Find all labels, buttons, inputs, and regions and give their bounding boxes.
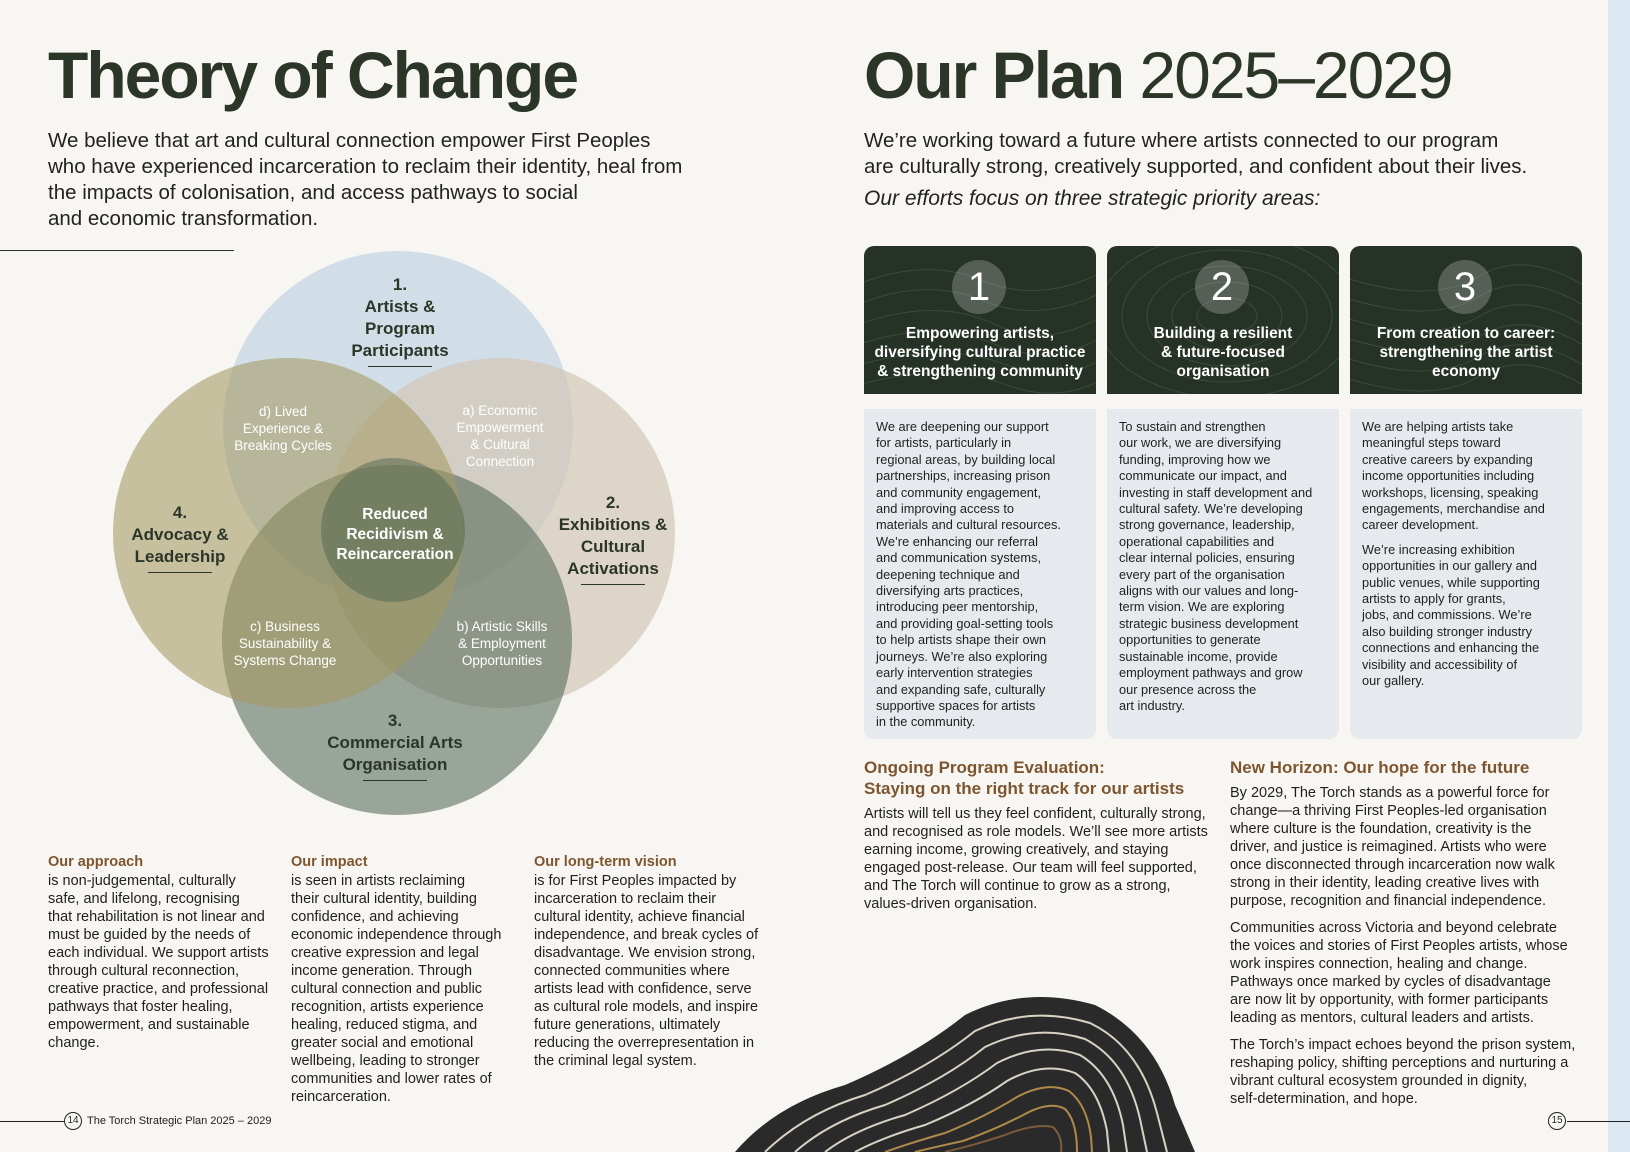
horizon-line: vibrant cultural ecosystem grounded in dignity, (1230, 1073, 1528, 1089)
venn-text: Activations (567, 559, 659, 578)
card-paragraph (1107, 419, 1339, 714)
column-impact (291, 854, 521, 1106)
title-line: & future-focused (1161, 344, 1285, 361)
priority-card-1-header (864, 246, 1096, 394)
column-line: disadvantage. We envision strong, (534, 945, 756, 961)
card-line: operational capabilities and (1119, 533, 1275, 549)
priority-number: 2 (1195, 260, 1249, 314)
venn-text: Participants (351, 341, 449, 360)
card-line: and improving access to (876, 501, 1014, 517)
card-line: supportive spaces for artists (876, 697, 1036, 713)
card-line: for artists, particularly in (876, 435, 1012, 451)
horizon-heading: New Horizon: Our hope for the future (1230, 758, 1530, 777)
column-heading: Our long-term vision (534, 854, 677, 870)
title-line: economy (1431, 363, 1501, 380)
card-line: creative careers by expanding (1362, 451, 1533, 467)
priority-title (1111, 324, 1335, 381)
card-line: employment pathways and grow (1119, 665, 1303, 681)
intro-left (48, 128, 748, 232)
card-line: introducing peer mentorship, (876, 599, 1039, 615)
card-line: materials and cultural resources. (876, 517, 1061, 533)
venn-underline (148, 572, 212, 573)
card-line: funding, improving how we (1119, 451, 1271, 467)
page-edge-bar (1608, 0, 1630, 1152)
card-line: term vision. We are exploring (1119, 599, 1285, 615)
venn-text: Exhibitions & (558, 515, 668, 534)
overlap-text: b) Artistic Skills (456, 619, 548, 634)
card-line: engagements, merchandise and (1362, 501, 1545, 517)
card-paragraph (1350, 542, 1582, 690)
horizon-paragraph (1230, 1036, 1590, 1108)
card-line: visibility and accessibility of (1362, 656, 1518, 672)
evaluation-line: and recognised as role models. We’ll see more artists (864, 824, 1208, 840)
card-line: career development. (1362, 517, 1479, 533)
overlap-text: Empowerment (456, 420, 544, 435)
overlap-text: d) Lived (258, 404, 308, 419)
horizon-line: self-determination, and hope. (1230, 1091, 1418, 1107)
horizon-paragraph (1230, 784, 1590, 910)
card-line: strong governance, leadership, (1119, 517, 1295, 533)
priority-number: 3 (1438, 260, 1492, 314)
card-line: opportunities to generate (1119, 632, 1261, 648)
evaluation-line: and The Torch will continue to grow as a strong, (864, 878, 1171, 894)
overlap-text: & Employment (458, 636, 546, 651)
card-line: and communication systems, (876, 550, 1042, 566)
horizon-line: the voices and stories of First Peoples artists, whose (1230, 938, 1568, 954)
column-line: recognition, artists experience (291, 999, 484, 1015)
card-line: connections and enhancing the (1362, 640, 1540, 656)
evaluation-section (864, 757, 1224, 922)
venn-center-label (320, 505, 470, 565)
page-number-left: 14 (64, 1112, 82, 1130)
venn-overlap-b (432, 618, 572, 669)
card-line: every part of the organisation (1119, 566, 1285, 582)
column-line: cultural identity, achieve financial (534, 909, 745, 925)
title-line: organisation (1176, 363, 1270, 380)
column-line: the criminal legal system. (534, 1053, 697, 1069)
column-line: greater social and emotional (291, 1035, 474, 1051)
page-title-left: Theory of Change (48, 38, 578, 112)
venn-underline (363, 780, 427, 781)
column-line: empowerment, and sustainable (48, 1017, 250, 1033)
card-line: also building stronger industry (1362, 623, 1533, 639)
card-line: cultural safety. We’re developing (1119, 501, 1303, 517)
card-line: to help artists shape their own (876, 632, 1047, 648)
column-line: change. (48, 1035, 100, 1051)
title-line: Empowering artists, (905, 325, 1055, 342)
title-line: From creation to career: (1376, 325, 1556, 342)
venn-num: 3. (387, 711, 403, 730)
overlap-text: Opportunities (461, 653, 543, 668)
evaluation-line: values-driven organisation. (864, 896, 1038, 912)
priority-title (1354, 324, 1578, 381)
horizon-line: By 2029, The Torch stands as a powerful force for (1230, 785, 1550, 801)
column-line: reincarceration. (291, 1089, 391, 1105)
venn-text: Commercial Arts (327, 733, 463, 752)
horizon-line: leading as mentors, cultural leaders and artists. (1230, 1010, 1534, 1026)
horizon-paragraph (1230, 919, 1590, 1027)
card-paragraph (1350, 419, 1582, 534)
artwork-illustration (735, 995, 1195, 1152)
footer-rule-right (1567, 1121, 1630, 1122)
card-paragraph (864, 419, 1096, 731)
center-text: Reincarceration (336, 546, 454, 563)
card-line: deepening technique and (876, 566, 1020, 582)
column-line: wellbeing, leading to stronger (291, 1053, 480, 1069)
card-line: and providing goal-setting tools (876, 615, 1054, 631)
venn-text: Program (365, 319, 435, 338)
card-line: strategic business development (1119, 615, 1299, 631)
overlap-text: Sustainability & (238, 636, 332, 651)
card-line: artists to apply for grants, (1362, 591, 1506, 607)
horizon-line: purpose, recognition and financial independence. (1230, 893, 1547, 909)
focus-statement: Our efforts focus on three strategic priority areas: (864, 187, 1321, 210)
card-line: investing in staff development and (1119, 484, 1313, 500)
horizon-line: reshaping policy, shifting perceptions and nurturing a (1230, 1055, 1569, 1071)
card-line: partnerships, increasing prison (876, 468, 1051, 484)
column-line: independence, and break cycles of (534, 927, 759, 943)
horizon-line: Communities across Victoria and beyond celebrate (1230, 920, 1557, 936)
venn-label-exhibitions (548, 492, 678, 585)
horizon-line: once disconnected through incarceration now walk (1230, 857, 1555, 873)
center-text: Recidivism & (346, 526, 444, 543)
column-line: artists lead with confidence, serve (534, 981, 752, 997)
footer-rule-left (0, 1121, 64, 1122)
evaluation-line: engaged post-release. Our team will feel supported, (864, 860, 1197, 876)
card-line: We are deepening our support (876, 419, 1049, 434)
title-line: diversifying cultural practice (874, 344, 1086, 361)
title-bold: Our Plan (864, 38, 1124, 112)
column-line: through cultural reconnection, (48, 963, 240, 979)
column-line: communities and lower rates of (291, 1071, 492, 1087)
column-line: pathways that foster healing, (48, 999, 233, 1015)
card-line: meaningful steps toward (1362, 435, 1501, 451)
evaluation-text (864, 805, 1224, 913)
venn-text: Leadership (134, 547, 226, 566)
overlap-text: & Cultural (470, 437, 530, 452)
card-line: art industry. (1119, 697, 1185, 713)
card-line: We’re enhancing our referral (876, 533, 1038, 549)
horizon-line: change—a thriving First Peoples-led organisation (1230, 803, 1547, 819)
venn-num: 4. (172, 503, 188, 522)
column-line: creative practice, and professional (48, 981, 269, 997)
overlap-text: Breaking Cycles (234, 438, 332, 453)
card-line: communicate our impact, and (1119, 468, 1287, 484)
intro-line: the impacts of colonisation, and access pathways to social (48, 181, 578, 204)
card-line: our presence across the (1119, 681, 1257, 697)
horizon-line: driver, and justice is reimagined. Artists who were (1230, 839, 1547, 855)
venn-num: 1. (392, 275, 408, 294)
column-heading: Our approach (48, 854, 144, 870)
venn-underline (581, 584, 645, 585)
card-line: our work, we are diversifying (1119, 435, 1282, 451)
card-line: income opportunities including (1362, 468, 1535, 484)
column-line: their cultural identity, building (291, 891, 477, 907)
card-line: workshops, licensing, speaking (1362, 484, 1539, 500)
column-line: cultural connection and public (291, 981, 483, 997)
horizon-section (1230, 757, 1590, 1117)
column-approach (48, 854, 278, 1052)
horizon-line: The Torch’s impact echoes beyond the prison system, (1230, 1037, 1576, 1053)
overlap-text: a) Economic (462, 403, 538, 418)
card-line: our gallery. (1362, 673, 1425, 689)
card-line: We are helping artists take (1362, 419, 1514, 434)
column-line: confidence, and achieving (291, 909, 459, 925)
page-title-right (864, 38, 1452, 112)
priority-card-3-header (1350, 246, 1582, 394)
priority-card-1-body (864, 409, 1096, 739)
horizon-line: Pathways once marked by cycles of disadvantage (1230, 974, 1551, 990)
card-line: To sustain and strengthen (1119, 419, 1266, 434)
card-line: clear internal policies, ensuring (1119, 550, 1295, 566)
horizon-line: strong in their identity, leading creative lives with (1230, 875, 1540, 891)
horizon-line: where culture is the foundation, creativity is the (1230, 821, 1532, 837)
card-line: regional areas, by building local (876, 451, 1056, 467)
evaluation-heading: Staying on the right track for our artists (864, 779, 1185, 798)
intro-line: are culturally strong, creatively supported, and confident about their lives. (864, 155, 1528, 178)
priority-title (868, 324, 1092, 381)
horizon-line: work inspires connection, healing and change. (1230, 956, 1528, 972)
card-line: early intervention strategies (876, 665, 1033, 681)
card-line: sustainable income, provide (1119, 648, 1278, 664)
title-line: & strengthening community (877, 363, 1083, 380)
card-line: and community engagement, (876, 484, 1042, 500)
column-heading: Our impact (291, 854, 368, 870)
horizon-line: are now lit by opportunity, with former participants (1230, 992, 1549, 1008)
title-line: strengthening the artist (1379, 344, 1553, 361)
column-line: reducing the overrepresentation in (534, 1035, 755, 1051)
card-line: in the community. (876, 714, 976, 730)
column-line: income generation. Through (291, 963, 473, 979)
card-line: jobs, and commissions. We’re (1362, 607, 1532, 623)
overlap-text: Connection (465, 454, 535, 469)
evaluation-line: earning income, growing creatively, and staying (864, 842, 1169, 858)
card-line: public venues, while supporting (1362, 574, 1540, 590)
venn-overlap-a (430, 402, 570, 470)
venn-underline (368, 366, 432, 367)
column-line: as cultural role models, and inspire (534, 999, 759, 1015)
card-line: aligns with our values and long- (1119, 583, 1299, 599)
evaluation-heading: Ongoing Program Evaluation: (864, 758, 1105, 777)
column-line: incarceration to reclaim their (534, 891, 717, 907)
intro-line: and economic transformation. (48, 207, 319, 230)
overlap-text: c) Business (250, 619, 320, 634)
title-years: 2025–2029 (1139, 38, 1452, 112)
column-line: future generations, ultimately (534, 1017, 721, 1033)
card-line: opportunities in our gallery and (1362, 558, 1538, 574)
column-line: creative expression and legal (291, 945, 479, 961)
priority-card-3-body (1350, 409, 1582, 739)
card-line: and expanding safe, culturally (876, 681, 1046, 697)
center-text: Reduced (362, 506, 428, 523)
page-number-right: 15 (1548, 1112, 1566, 1130)
column-line: safe, and lifelong, recognising (48, 891, 240, 907)
title-line: Building a resilient (1153, 325, 1293, 342)
venn-text: Artists & (364, 297, 436, 316)
intro-line: We’re working toward a future where artists connected to our program (864, 129, 1499, 152)
priority-number: 1 (952, 260, 1006, 314)
venn-text: Organisation (342, 755, 448, 774)
intro-line: who have experienced incarceration to reclaim their identity, heal from (48, 155, 683, 178)
card-line: We’re increasing exhibition (1362, 541, 1515, 557)
column-line: connected communities where (534, 963, 730, 979)
intro-line: We believe that art and cultural connection empower First Peoples (48, 129, 651, 152)
venn-text: Cultural (580, 537, 646, 556)
overlap-text: Experience & (242, 421, 324, 436)
card-line: diversifying arts practices, (876, 583, 1024, 599)
column-line: each individual. We support artists (48, 945, 269, 961)
column-line: healing, reduced stigma, and (291, 1017, 478, 1033)
card-line: journeys. We’re also exploring (876, 648, 1048, 664)
intro-right (864, 128, 1604, 211)
priority-card-2-body (1107, 409, 1339, 739)
evaluation-line: Artists will tell us they feel confident, culturally strong, (864, 806, 1206, 822)
venn-label-advocacy (118, 502, 242, 573)
venn-label-commercial (310, 710, 480, 781)
venn-overlap-c (215, 618, 355, 669)
venn-text: Advocacy & (131, 525, 229, 544)
footer-title: The Torch Strategic Plan 2025 – 2029 (87, 1115, 272, 1127)
venn-num: 2. (605, 493, 621, 512)
venn-label-artists (330, 274, 470, 367)
column-line: economic independence through (291, 927, 502, 943)
venn-overlap-d (213, 403, 353, 454)
column-line: that rehabilitation is not linear and (48, 909, 265, 925)
column-line: is non-judgemental, culturally (48, 873, 236, 889)
column-line: is for First Peoples impacted by (534, 873, 737, 889)
priority-card-2-header (1107, 246, 1339, 394)
column-line: is seen in artists reclaiming (291, 873, 466, 889)
column-line: must be guided by the needs of (48, 927, 251, 943)
overlap-text: Systems Change (233, 653, 337, 668)
